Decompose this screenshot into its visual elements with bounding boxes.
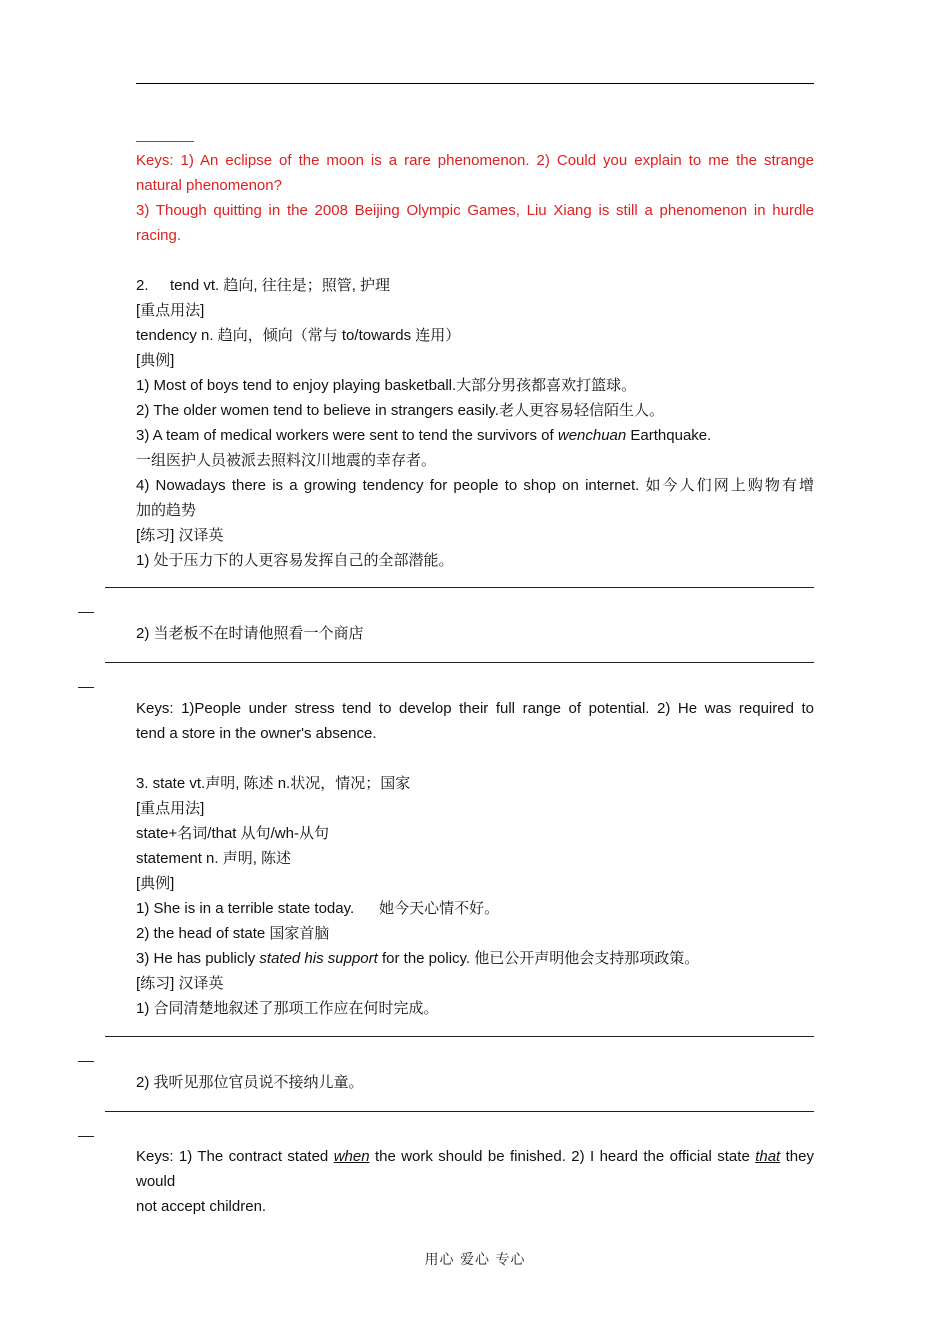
answer-blank-red <box>136 141 194 142</box>
usage-text: statement n. 声明, 陈述 <box>136 850 292 867</box>
example-text: 3) He has publicly <box>136 950 260 967</box>
keys-line <box>136 1144 814 1169</box>
keys-line: natural phenomenon? <box>136 177 282 194</box>
usage-label: [重点用法] <box>136 302 205 319</box>
keys-line: tend a store in the owner's absence. <box>136 725 377 742</box>
example: 加的趋势 <box>136 502 197 519</box>
page-footer: 用心 爱心 专心 <box>424 1252 526 1268</box>
answer-line <box>105 662 814 663</box>
practice-2 <box>136 1070 814 1095</box>
keys-line: racing. <box>136 227 182 244</box>
keys-emphasis: that <box>755 1148 781 1165</box>
keys-line: Keys: 1) An eclipse of the moon is a rare phenomenon. 2) Could you explain to me the strange <box>136 152 814 169</box>
example-translation: 一组医护人员被派去照料汶川地震的幸存者。 <box>136 452 437 469</box>
example-text: for the policy. 他已公开声明他会支持那项政策。 <box>377 950 700 967</box>
keys-text: they <box>780 1148 814 1165</box>
example: 1) She is in a terrible state today. 她今天心情不好。 <box>136 900 500 917</box>
example-text: 3) A team of medical workers were sent to tend the survivors of <box>136 427 558 444</box>
usage-text: state+名词/that 从句/wh-从句 <box>136 825 329 842</box>
section-number: 2. <box>136 277 149 294</box>
example: 4) Nowadays there is a growing tendency for people to shop on internet. 如今人们网上购物有增 <box>136 477 814 494</box>
keys-line: would <box>136 1173 176 1190</box>
section-tend <box>136 273 814 573</box>
example-italic: wenchuan <box>557 427 627 444</box>
practice-label: [练习] 汉译英 <box>136 975 224 992</box>
keys-text: the work should be finished. 2) I heard the official state <box>369 1148 756 1165</box>
answer-line-tail <box>78 687 94 688</box>
keys-line: 3) Though quitting in the 2008 Beijing Olympic Games, Liu Xiang is still a phenomenon in hurdle <box>136 202 814 219</box>
practice-label: [练习] 汉译英 <box>136 527 224 544</box>
example-italic: stated his support <box>259 950 378 967</box>
examples-label: [典例] <box>136 875 175 892</box>
practice-item: 1) 处于压力下的人更容易发挥自己的全部潜能。 <box>136 552 454 569</box>
answer-line-tail <box>78 1136 94 1137</box>
keys-line: Keys: 1)People under stress tend to develop their full range of potential. 2) He was required to <box>136 700 814 717</box>
section-state <box>136 771 814 1021</box>
answer-line-tail <box>78 612 94 613</box>
example <box>136 423 814 448</box>
header-rule <box>136 83 814 84</box>
answer-line-tail <box>78 1061 94 1062</box>
example: 2) The older women tend to believe in strangers easily.老人更容易轻信陌生人。 <box>136 402 664 419</box>
example-text: Earthquake. <box>626 427 712 444</box>
examples-label: [典例] <box>136 352 175 369</box>
example: 2) the head of state 国家首脑 <box>136 925 330 942</box>
usage-label: [重点用法] <box>136 800 205 817</box>
answer-line <box>105 1111 814 1112</box>
practice-2 <box>136 621 814 646</box>
answer-line <box>105 587 814 588</box>
heading-text: tend vt. 趋向, 往往是；照管, 护理 <box>170 277 391 294</box>
practice-item: 1) 合同清楚地叙述了那项工作应在何时完成。 <box>136 1000 439 1017</box>
usage-text: tendency n. 趋向，倾向（常与 to/towards 连用） <box>136 327 461 344</box>
keys-phenomenon <box>136 148 814 248</box>
keys-tend <box>136 696 814 746</box>
keys-emphasis: when <box>333 1148 370 1165</box>
section-heading: 3. state vt.声明, 陈述 n.状况，情况；国家 <box>136 775 411 792</box>
keys-text: Keys: 1) The contract stated <box>136 1148 334 1165</box>
section-heading <box>136 273 814 298</box>
practice-item: 2) 我听见那位官员说不接纳儿童。 <box>136 1074 364 1091</box>
practice-item: 2) 当老板不在时请他照看一个商店 <box>136 625 364 642</box>
keys-line: not accept children. <box>136 1198 267 1215</box>
keys-state <box>136 1144 814 1219</box>
answer-line <box>105 1036 814 1037</box>
example: 1) Most of boys tend to enjoy playing basketball.大部分男孩都喜欢打篮球。 <box>136 377 637 394</box>
example <box>136 946 814 971</box>
